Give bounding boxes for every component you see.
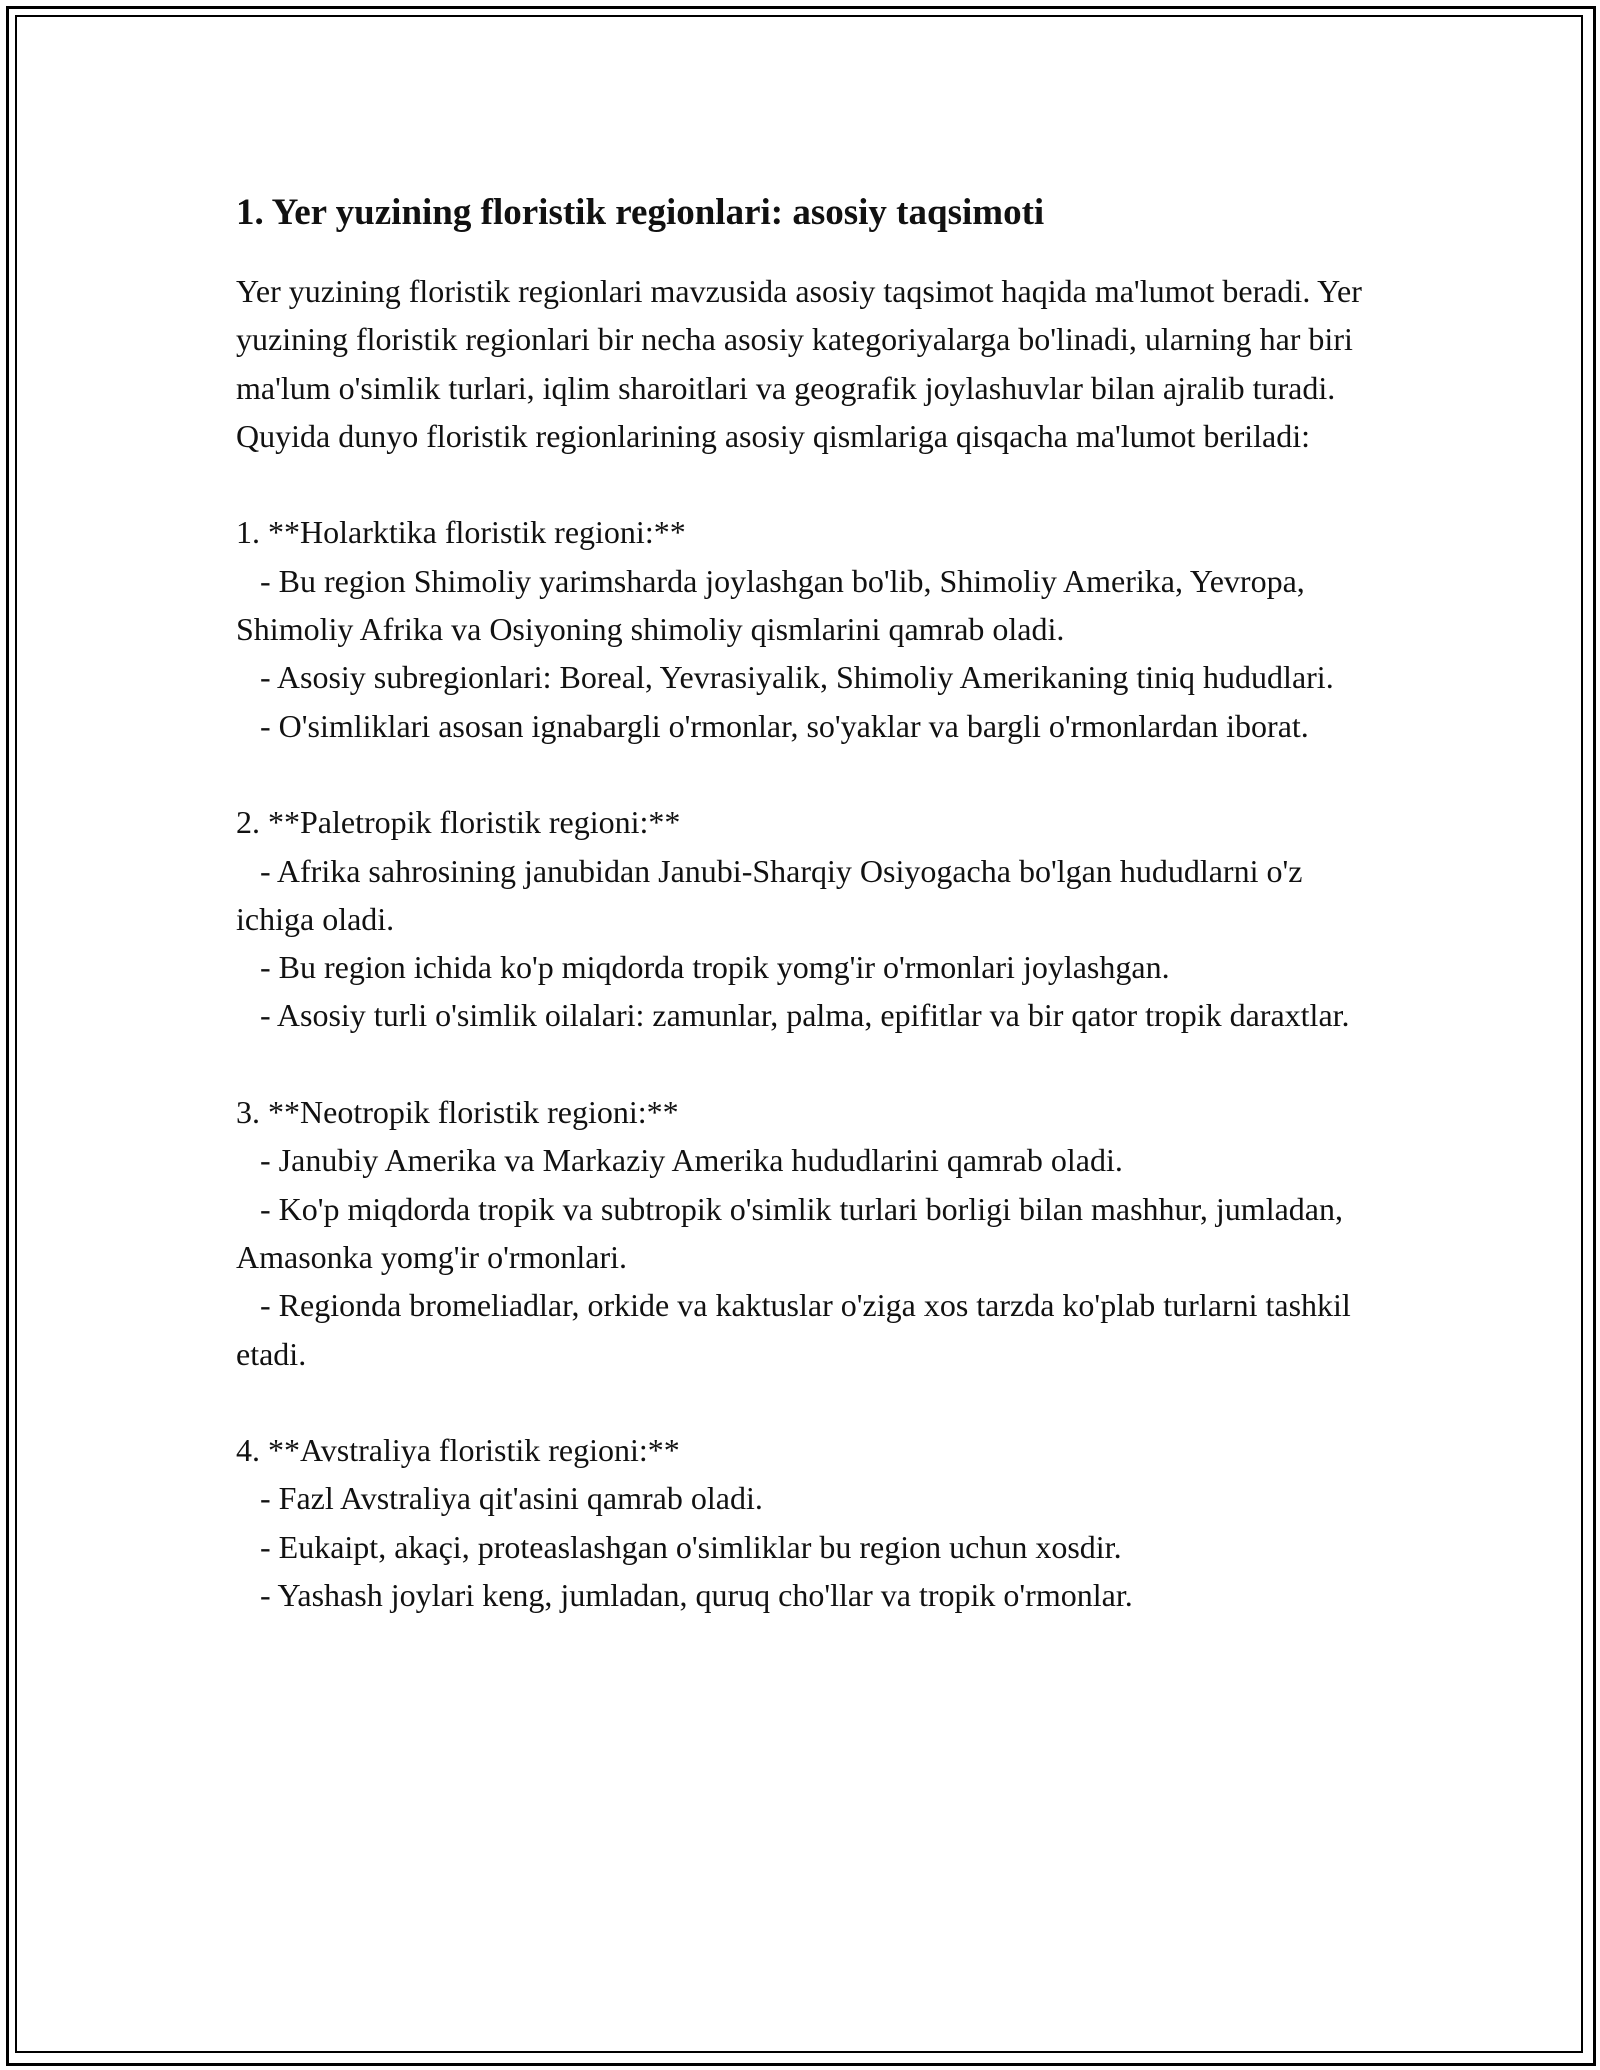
section-bullet: - Bu region ichida ko'p miqdorda tropik yomg'ir o'rmonlari joylashgan. — [236, 949, 1170, 986]
section-paletropik — [236, 798, 1366, 1039]
section-bullet: - O'simliklari asosan ignabargli o'rmonlar, so'yaklar va bargli o'rmonlardan iborat. — [236, 707, 1309, 744]
section-heading: 4. **Avstraliya floristik regioni:** — [236, 1432, 680, 1469]
section-neotropik — [236, 1088, 1366, 1378]
section-heading: 3. **Neotropik floristik regioni:** — [236, 1094, 679, 1131]
document-body — [236, 185, 1370, 1619]
section-bullet: - Ko'p miqdorda tropik va subtropik o'simlik turlari borligi bilan mashhur, jumladan, Amasonka yomg'ir o'rmonlari. — [236, 1190, 1350, 1275]
section-bullet: - Regionda bromeliadlar, orkide va kaktuslar o'ziga xos tarzda ko'plab turlarni tashkil etadi. — [236, 1287, 1359, 1372]
section-avstraliya — [236, 1426, 1366, 1619]
intro-paragraph: Yer yuzining floristik regionlari mavzusida asosiy taqsimot haqida ma'lumot beradi. Yer yuzining floristik regionlari bir necha asosiy kategoriyalarga bo'linadi, ularning har biri ma'lum o'simlik turlari, iqlim sharoitlari va geografik joylashuvlar bilan ajralib turadi. Quyida dunyo floristik regionlarining asosiy qismlariga qisqacha ma'lumot beriladi: — [236, 273, 1370, 454]
section-bullet: - Bu region Shimoliy yarimsharda joylashgan bo'lib, Shimoliy Amerika, Yevropa, Shimoliy Afrika va Osiyoning shimoliy qismlarini qamrab oladi. — [236, 562, 1313, 648]
section-heading: 2. **Paletropik floristik regioni:** — [236, 804, 681, 841]
section-bullet: - Asosiy turli o'simlik oilalari: zamunlar, palma, epifitlar va bir qator tropik daraxtlar. — [236, 997, 1350, 1034]
document-title: 1. Yer yuzining floristik regionlari: asosiy taqsimoti — [236, 192, 1045, 233]
section-bullet: - Afrika sahrosining janubidan Janubi-Sharqiy Osiyogacha bo'lgan hududlarni o'z ichiga oladi. — [236, 852, 1311, 937]
section-holarktika — [236, 508, 1366, 749]
section-bullet: - Fazl Avstraliya qit'asini qamrab oladi. — [236, 1480, 763, 1517]
section-bullet: - Eukaipt, akaçi, proteaslashgan o'simliklar bu region uchun xosdir. — [236, 1528, 1122, 1565]
section-bullet: - Janubiy Amerika va Markaziy Amerika hududlarini qamrab oladi. — [236, 1142, 1123, 1179]
section-bullet: - Yashash joylari keng, jumladan, quruq cho'llar va tropik o'rmonlar. — [236, 1577, 1133, 1614]
section-heading: 1. **Holarktika floristik regioni:** — [236, 514, 686, 551]
section-bullet: - Asosiy subregionlari: Boreal, Yevrasiyalik, Shimoliy Amerikaning tiniq hududlari. — [236, 659, 1334, 696]
